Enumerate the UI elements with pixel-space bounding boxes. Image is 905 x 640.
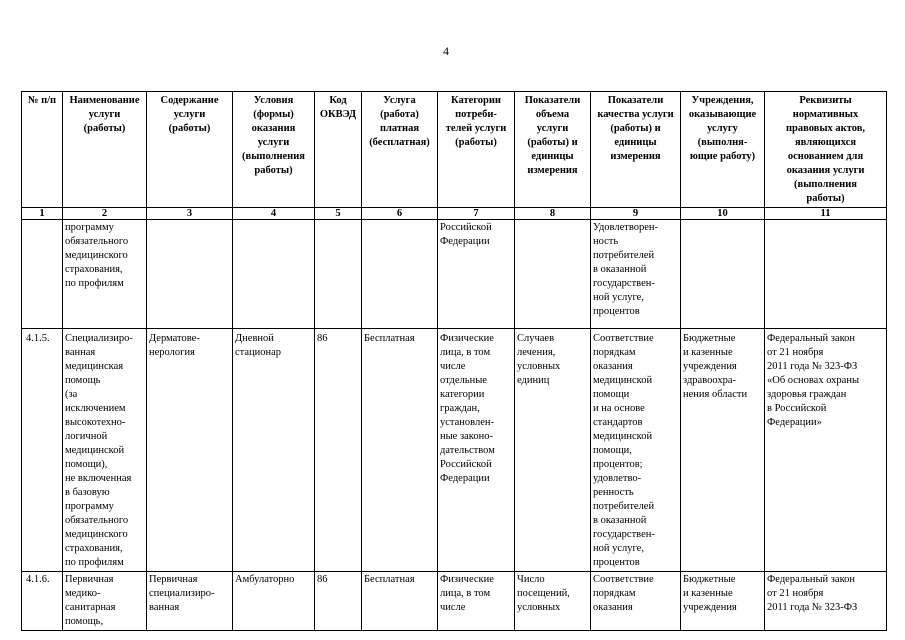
header-categories: Категории потреби- телей услуги (работы)	[438, 92, 515, 208]
header-name: Наименование услуги (работы)	[63, 92, 147, 208]
consumer-categories: Физические лица, в том числе отдельные категории граждан, установлен- ные законо- дательством Российской Федерации	[438, 329, 515, 572]
okved-code: 86	[315, 329, 362, 572]
header-paid: Услуга (работа) платная (бесплатная)	[362, 92, 438, 208]
legal-acts	[765, 220, 887, 329]
header-volume: Показатели объема услуги (работы) и единицы измерения	[515, 92, 591, 208]
quality-indicators: Соответствие порядкам оказания	[591, 572, 681, 631]
service-conditions: Амбулаторно	[233, 572, 315, 631]
institutions: Бюджетные и казенные учреждения здравоохра- нения области	[681, 329, 765, 572]
page-number: 4	[443, 44, 449, 58]
legal-acts: Федеральный закон от 21 ноября 2011 года № 323-ФЗ	[765, 572, 887, 631]
header-acts: Реквизиты нормативных правовых актов, являющихся основанием для оказания услуги (выполнения работы)	[765, 92, 887, 208]
row-number: 4.1.6.	[22, 572, 63, 631]
okved-code: 86	[315, 572, 362, 631]
service-name: Первичная медико- санитарная помощь,	[63, 572, 147, 631]
service-content: Первичная специализиро- ванная	[147, 572, 233, 631]
column-number: 10	[681, 208, 765, 220]
header-institutions: Учреждения, оказывающие услугу (выполня- ющие работу)	[681, 92, 765, 208]
column-number: 7	[438, 208, 515, 220]
column-number: 6	[362, 208, 438, 220]
paid-status	[362, 220, 438, 329]
legal-acts: Федеральный закон от 21 ноября 2011 года № 323-ФЗ «Об основах охраны здоровья граждан в Российской Федерации»	[765, 329, 887, 572]
institutions	[681, 220, 765, 329]
row-number	[22, 220, 63, 329]
quality-indicators: Удовлетворен- ность потребителей в оказанной государствен- ной услуге, процентов	[591, 220, 681, 329]
paid-status: Бесплатная	[362, 572, 438, 631]
header-num: № п/п	[22, 92, 63, 208]
header-row	[22, 92, 887, 208]
service-conditions	[233, 220, 315, 329]
header-quality: Показатели качества услуги (работы) и единицы измерения	[591, 92, 681, 208]
volume-indicators: Случаев лечения, условных единиц	[515, 329, 591, 572]
header-okved: Код ОКВЭД	[315, 92, 362, 208]
column-number: 2	[63, 208, 147, 220]
column-number: 3	[147, 208, 233, 220]
service-name: программу обязательного медицинского страхования, по профилям	[63, 220, 147, 329]
consumer-categories: Российской Федерации	[438, 220, 515, 329]
service-content: Дерматове- нерология	[147, 329, 233, 572]
service-content	[147, 220, 233, 329]
column-number: 11	[765, 208, 887, 220]
quality-indicators: Соответствие порядкам оказания медицинской помощи и на основе стандартов медицинской помощи, процентов; удовлетво- ренность потребителей в оказанной государствен- ной услуге, процентов	[591, 329, 681, 572]
volume-indicators	[515, 220, 591, 329]
service-name: Специализиро- ванная медицинская помощь (за исключением высокотехно- логичной медицинской помощи), не включенная в базовую программу обязательного медицинского страхования, по профилям	[63, 329, 147, 572]
column-number: 1	[22, 208, 63, 220]
column-number: 5	[315, 208, 362, 220]
service-conditions: Дневной стационар	[233, 329, 315, 572]
table-row	[22, 572, 887, 631]
column-number: 4	[233, 208, 315, 220]
header-conditions: Условия (формы) оказания услуги (выполнения работы)	[233, 92, 315, 208]
column-number: 8	[515, 208, 591, 220]
column-number-row	[22, 208, 887, 220]
header-content: Содержание услуги (работы)	[147, 92, 233, 208]
institutions: Бюджетные и казенные учреждения	[681, 572, 765, 631]
column-number: 9	[591, 208, 681, 220]
volume-indicators: Число посещений, условных	[515, 572, 591, 631]
okved-code	[315, 220, 362, 329]
consumer-categories: Физические лица, в том числе	[438, 572, 515, 631]
table-row	[22, 220, 887, 329]
paid-status: Бесплатная	[362, 329, 438, 572]
row-number: 4.1.5.	[22, 329, 63, 572]
table-row	[22, 329, 887, 572]
services-table	[21, 91, 887, 631]
